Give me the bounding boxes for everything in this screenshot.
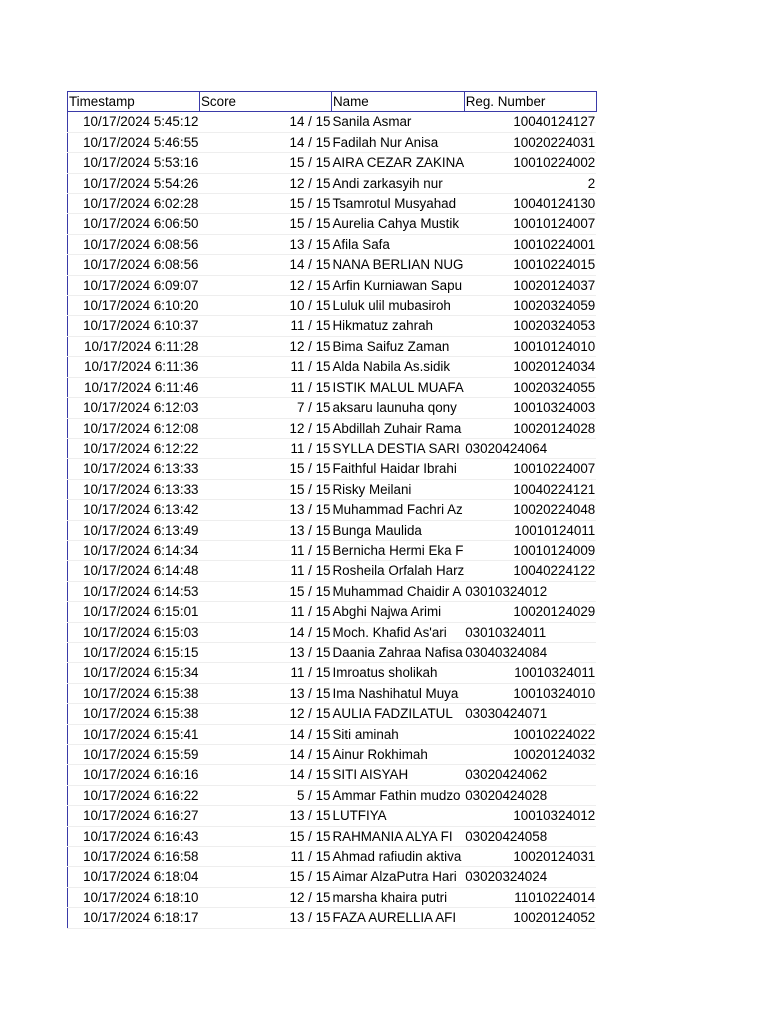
reg-number-cell[interactable]: 2	[464, 173, 596, 193]
timestamp-cell[interactable]: 10/17/2024 6:15:01	[68, 602, 200, 622]
score-cell[interactable]: 11 / 15	[200, 316, 332, 336]
name-cell[interactable]: Rosheila Orfalah Harz	[332, 561, 465, 581]
table-row	[68, 234, 597, 254]
table-row	[68, 806, 597, 826]
name-cell[interactable]: Bernicha Hermi Eka F	[332, 540, 465, 560]
score-cell[interactable]: 14 / 15	[200, 622, 332, 642]
score-cell[interactable]: 12 / 15	[200, 418, 332, 438]
column-header-score[interactable]: Score	[200, 92, 332, 112]
name-cell[interactable]: ISTIK MALUL MUAFA	[332, 377, 465, 397]
reg-number-cell[interactable]: 10010124010	[464, 336, 596, 356]
timestamp-cell[interactable]: 10/17/2024 6:18:10	[68, 887, 200, 907]
name-cell[interactable]: Ahmad rafiudin aktiva	[332, 847, 465, 867]
name-cell[interactable]: Risky Meilani	[332, 479, 465, 499]
score-cell[interactable]: 15 / 15	[200, 867, 332, 887]
reg-number-cell[interactable]: 03010324012	[464, 581, 596, 601]
timestamp-cell[interactable]: 10/17/2024 6:02:28	[68, 194, 200, 214]
reg-number-cell[interactable]: 10010224015	[464, 255, 596, 275]
score-cell[interactable]: 15 / 15	[200, 214, 332, 234]
table-row	[68, 438, 597, 458]
reg-number-cell[interactable]: 03020424064	[464, 438, 596, 458]
table-row	[68, 887, 597, 907]
timestamp-cell[interactable]: 10/17/2024 6:15:34	[68, 663, 200, 683]
score-cell[interactable]: 14 / 15	[200, 132, 332, 152]
reg-number-cell[interactable]: 10010124009	[464, 540, 596, 560]
timestamp-cell[interactable]: 10/17/2024 5:54:26	[68, 173, 200, 193]
timestamp-cell[interactable]: 10/17/2024 6:10:37	[68, 316, 200, 336]
table-row	[68, 704, 597, 724]
responses-table	[67, 91, 597, 929]
table-row	[68, 336, 597, 356]
timestamp-cell[interactable]: 10/17/2024 5:46:55	[68, 132, 200, 152]
table-row	[68, 581, 597, 601]
name-cell[interactable]: Aurelia Cahya Mustik	[332, 214, 465, 234]
timestamp-cell[interactable]: 10/17/2024 6:15:38	[68, 683, 200, 703]
name-cell[interactable]: Ammar Fathin mudzo	[332, 785, 465, 805]
name-cell[interactable]: Tsamrotul Musyahad	[332, 194, 465, 214]
name-cell[interactable]: Luluk ulil mubasiroh	[332, 296, 465, 316]
timestamp-cell[interactable]: 10/17/2024 6:14:53	[68, 581, 200, 601]
table-row	[68, 112, 597, 132]
timestamp-cell[interactable]: 10/17/2024 6:16:43	[68, 826, 200, 846]
timestamp-cell[interactable]: 10/17/2024 6:16:27	[68, 806, 200, 826]
timestamp-cell[interactable]: 10/17/2024 6:13:49	[68, 520, 200, 540]
score-cell[interactable]: 12 / 15	[200, 887, 332, 907]
reg-number-cell[interactable]: 10020324053	[464, 316, 596, 336]
score-cell[interactable]: 13 / 15	[200, 806, 332, 826]
name-cell[interactable]: Afila Safa	[332, 234, 465, 254]
reg-number-cell[interactable]: 10010124011	[464, 520, 596, 540]
reg-number-cell[interactable]: 10010224022	[464, 724, 596, 744]
score-cell[interactable]: 15 / 15	[200, 194, 332, 214]
name-cell[interactable]: Daania Zahraa Nafisa	[332, 642, 465, 662]
timestamp-cell[interactable]: 10/17/2024 6:14:34	[68, 540, 200, 560]
name-cell[interactable]: Ima Nashihatul Muya	[332, 683, 465, 703]
name-cell[interactable]: NANA BERLIAN NUG	[332, 255, 465, 275]
name-cell[interactable]: RAHMANIA ALYA FI	[332, 826, 465, 846]
name-cell[interactable]: Aimar AlzaPutra Hari	[332, 867, 465, 887]
timestamp-cell[interactable]: 10/17/2024 6:16:16	[68, 765, 200, 785]
name-cell[interactable]: Fadilah Nur Anisa	[332, 132, 465, 152]
score-cell[interactable]: 11 / 15	[200, 847, 332, 867]
reg-number-cell[interactable]: 10020124031	[464, 847, 596, 867]
score-cell[interactable]: 15 / 15	[200, 826, 332, 846]
score-cell[interactable]: 13 / 15	[200, 642, 332, 662]
timestamp-cell[interactable]: 10/17/2024 6:11:36	[68, 357, 200, 377]
score-cell[interactable]: 15 / 15	[200, 479, 332, 499]
timestamp-cell[interactable]: 10/17/2024 6:08:56	[68, 234, 200, 254]
name-cell[interactable]: aksaru launuha qony	[332, 398, 465, 418]
score-cell[interactable]: 12 / 15	[200, 173, 332, 193]
table-row	[68, 153, 597, 173]
table-row	[68, 540, 597, 560]
header-row	[68, 92, 597, 112]
score-cell[interactable]: 11 / 15	[200, 663, 332, 683]
name-cell[interactable]: Faithful Haidar Ibrahi	[332, 459, 465, 479]
score-cell[interactable]: 7 / 15	[200, 398, 332, 418]
name-cell[interactable]: LUTFIYA	[332, 806, 465, 826]
name-cell[interactable]: Siti aminah	[332, 724, 465, 744]
timestamp-cell[interactable]: 10/17/2024 6:14:48	[68, 561, 200, 581]
reg-number-cell[interactable]: 03030424071	[464, 704, 596, 724]
table-row	[68, 377, 597, 397]
timestamp-cell[interactable]: 10/17/2024 6:15:41	[68, 724, 200, 744]
reg-number-cell[interactable]: 11010224014	[464, 887, 596, 907]
score-cell[interactable]: 13 / 15	[200, 520, 332, 540]
score-cell[interactable]: 11 / 15	[200, 561, 332, 581]
table-row	[68, 255, 597, 275]
reg-number-cell[interactable]: 10020324059	[464, 296, 596, 316]
reg-number-cell[interactable]: 10040124127	[464, 112, 596, 132]
table-row	[68, 663, 597, 683]
score-cell[interactable]: 11 / 15	[200, 357, 332, 377]
timestamp-cell[interactable]: 10/17/2024 6:12:08	[68, 418, 200, 438]
score-cell[interactable]: 14 / 15	[200, 724, 332, 744]
name-cell[interactable]: Hikmatuz zahrah	[332, 316, 465, 336]
reg-number-cell[interactable]: 10010324012	[464, 806, 596, 826]
reg-number-cell[interactable]: 03020424058	[464, 826, 596, 846]
score-cell[interactable]: 15 / 15	[200, 459, 332, 479]
table-row	[68, 785, 597, 805]
score-cell[interactable]: 14 / 15	[200, 765, 332, 785]
score-cell[interactable]: 12 / 15	[200, 704, 332, 724]
name-cell[interactable]: Andi zarkasyih nur	[332, 173, 465, 193]
name-cell[interactable]: Ainur Rokhimah	[332, 745, 465, 765]
table-row	[68, 357, 597, 377]
table-row	[68, 867, 597, 887]
score-cell[interactable]: 13 / 15	[200, 683, 332, 703]
table-row	[68, 642, 597, 662]
reg-number-cell[interactable]: 10010324010	[464, 683, 596, 703]
timestamp-cell[interactable]: 10/17/2024 6:11:28	[68, 336, 200, 356]
table-row	[68, 296, 597, 316]
reg-number-cell[interactable]: 10020124028	[464, 418, 596, 438]
table-row	[68, 194, 597, 214]
timestamp-cell[interactable]: 10/17/2024 6:08:56	[68, 255, 200, 275]
score-cell[interactable]: 12 / 15	[200, 336, 332, 356]
reg-number-cell[interactable]: 10010324011	[464, 663, 596, 683]
table-row	[68, 418, 597, 438]
timestamp-cell[interactable]: 10/17/2024 6:13:42	[68, 500, 200, 520]
reg-number-cell[interactable]: 10020124029	[464, 602, 596, 622]
timestamp-cell[interactable]: 10/17/2024 6:18:04	[68, 867, 200, 887]
timestamp-cell[interactable]: 10/17/2024 6:13:33	[68, 459, 200, 479]
name-cell[interactable]: Moch. Khafid As'ari	[332, 622, 465, 642]
column-header-reg-number[interactable]: Reg. Number	[464, 92, 596, 112]
reg-number-cell[interactable]: 10020124034	[464, 357, 596, 377]
timestamp-cell[interactable]: 10/17/2024 6:11:46	[68, 377, 200, 397]
table-row	[68, 561, 597, 581]
table-row	[68, 520, 597, 540]
reg-number-cell[interactable]: 03010324011	[464, 622, 596, 642]
table-row	[68, 683, 597, 703]
table-row	[68, 765, 597, 785]
timestamp-cell[interactable]: 10/17/2024 6:09:07	[68, 275, 200, 295]
table-row	[68, 479, 597, 499]
name-cell[interactable]: SYLLA DESTIA SARI	[332, 438, 465, 458]
reg-number-cell[interactable]: 10020124037	[464, 275, 596, 295]
column-header-timestamp[interactable]: Timestamp	[68, 92, 200, 112]
table-row	[68, 214, 597, 234]
reg-number-cell[interactable]: 10010124007	[464, 214, 596, 234]
table-row	[68, 745, 597, 765]
score-cell[interactable]: 11 / 15	[200, 377, 332, 397]
name-cell[interactable]: FAZA AURELLIA AFI	[332, 908, 465, 928]
reg-number-cell[interactable]: 10040124130	[464, 194, 596, 214]
name-cell[interactable]: AIRA CEZAR ZAKINA	[332, 153, 465, 173]
table-row	[68, 622, 597, 642]
table-row	[68, 602, 597, 622]
timestamp-cell[interactable]: 10/17/2024 6:15:38	[68, 704, 200, 724]
reg-number-cell[interactable]: 10020324055	[464, 377, 596, 397]
timestamp-cell[interactable]: 10/17/2024 6:15:15	[68, 642, 200, 662]
score-cell[interactable]: 14 / 15	[200, 255, 332, 275]
reg-number-cell[interactable]: 10040224121	[464, 479, 596, 499]
reg-number-cell[interactable]: 10020124032	[464, 745, 596, 765]
reg-number-cell[interactable]: 10040224122	[464, 561, 596, 581]
timestamp-cell[interactable]: 10/17/2024 6:16:22	[68, 785, 200, 805]
timestamp-cell[interactable]: 10/17/2024 6:15:59	[68, 745, 200, 765]
name-cell[interactable]: Abdillah Zuhair Rama	[332, 418, 465, 438]
reg-number-cell[interactable]: 10010324003	[464, 398, 596, 418]
table-row	[68, 847, 597, 867]
name-cell[interactable]: Alda Nabila As.sidik	[332, 357, 465, 377]
score-cell[interactable]: 11 / 15	[200, 602, 332, 622]
score-cell[interactable]: 14 / 15	[200, 745, 332, 765]
score-cell[interactable]: 5 / 15	[200, 785, 332, 805]
reg-number-cell[interactable]: 10010224007	[464, 459, 596, 479]
name-cell[interactable]: marsha khaira putri	[332, 887, 465, 907]
score-cell[interactable]: 13 / 15	[200, 234, 332, 254]
name-cell[interactable]: Sanila Asmar	[332, 112, 465, 132]
name-cell[interactable]: Muhammad Chaidir A	[332, 581, 465, 601]
table-row	[68, 275, 597, 295]
score-cell[interactable]: 12 / 15	[200, 275, 332, 295]
reg-number-cell[interactable]: 10010224001	[464, 234, 596, 254]
timestamp-cell[interactable]: 10/17/2024 5:53:16	[68, 153, 200, 173]
table-row	[68, 316, 597, 336]
score-cell[interactable]: 13 / 15	[200, 500, 332, 520]
table-row	[68, 459, 597, 479]
reg-number-cell[interactable]: 10010224002	[464, 153, 596, 173]
timestamp-cell[interactable]: 10/17/2024 6:10:20	[68, 296, 200, 316]
name-cell[interactable]: AULIA FADZILATUL	[332, 704, 465, 724]
name-cell[interactable]: Arfin Kurniawan Sapu	[332, 275, 465, 295]
score-cell[interactable]: 11 / 15	[200, 540, 332, 560]
timestamp-cell[interactable]: 10/17/2024 6:12:03	[68, 398, 200, 418]
column-header-name[interactable]: Name	[332, 92, 465, 112]
timestamp-cell[interactable]: 10/17/2024 6:16:58	[68, 847, 200, 867]
score-cell[interactable]: 15 / 15	[200, 581, 332, 601]
name-cell[interactable]: Muhammad Fachri Az	[332, 500, 465, 520]
reg-number-cell[interactable]: 03040324084	[464, 642, 596, 662]
reg-number-cell[interactable]: 10020224031	[464, 132, 596, 152]
reg-number-cell[interactable]: 03020324024	[464, 867, 596, 887]
name-cell[interactable]: SITI AISYAH	[332, 765, 465, 785]
reg-number-cell[interactable]: 03020424028	[464, 785, 596, 805]
table-row	[68, 173, 597, 193]
table-body	[68, 112, 597, 928]
timestamp-cell[interactable]: 10/17/2024 6:13:33	[68, 479, 200, 499]
name-cell[interactable]: Bima Saifuz Zaman	[332, 336, 465, 356]
name-cell[interactable]: Bunga Maulida	[332, 520, 465, 540]
table-row	[68, 132, 597, 152]
name-cell[interactable]: Abghi Najwa Arimi	[332, 602, 465, 622]
score-cell[interactable]: 13 / 15	[200, 908, 332, 928]
reg-number-cell[interactable]: 03020424062	[464, 765, 596, 785]
score-cell[interactable]: 14 / 15	[200, 112, 332, 132]
timestamp-cell[interactable]: 10/17/2024 5:45:12	[68, 112, 200, 132]
reg-number-cell[interactable]: 10020224048	[464, 500, 596, 520]
name-cell[interactable]: Imroatus sholikah	[332, 663, 465, 683]
reg-number-cell[interactable]: 10020124052	[464, 908, 596, 928]
table-row	[68, 908, 597, 928]
table-row	[68, 500, 597, 520]
score-cell[interactable]: 11 / 15	[200, 438, 332, 458]
table-row	[68, 826, 597, 846]
timestamp-cell[interactable]: 10/17/2024 6:12:22	[68, 438, 200, 458]
timestamp-cell[interactable]: 10/17/2024 6:15:03	[68, 622, 200, 642]
table-row	[68, 398, 597, 418]
timestamp-cell[interactable]: 10/17/2024 6:06:50	[68, 214, 200, 234]
score-cell[interactable]: 15 / 15	[200, 153, 332, 173]
score-cell[interactable]: 10 / 15	[200, 296, 332, 316]
timestamp-cell[interactable]: 10/17/2024 6:18:17	[68, 908, 200, 928]
table-row	[68, 724, 597, 744]
